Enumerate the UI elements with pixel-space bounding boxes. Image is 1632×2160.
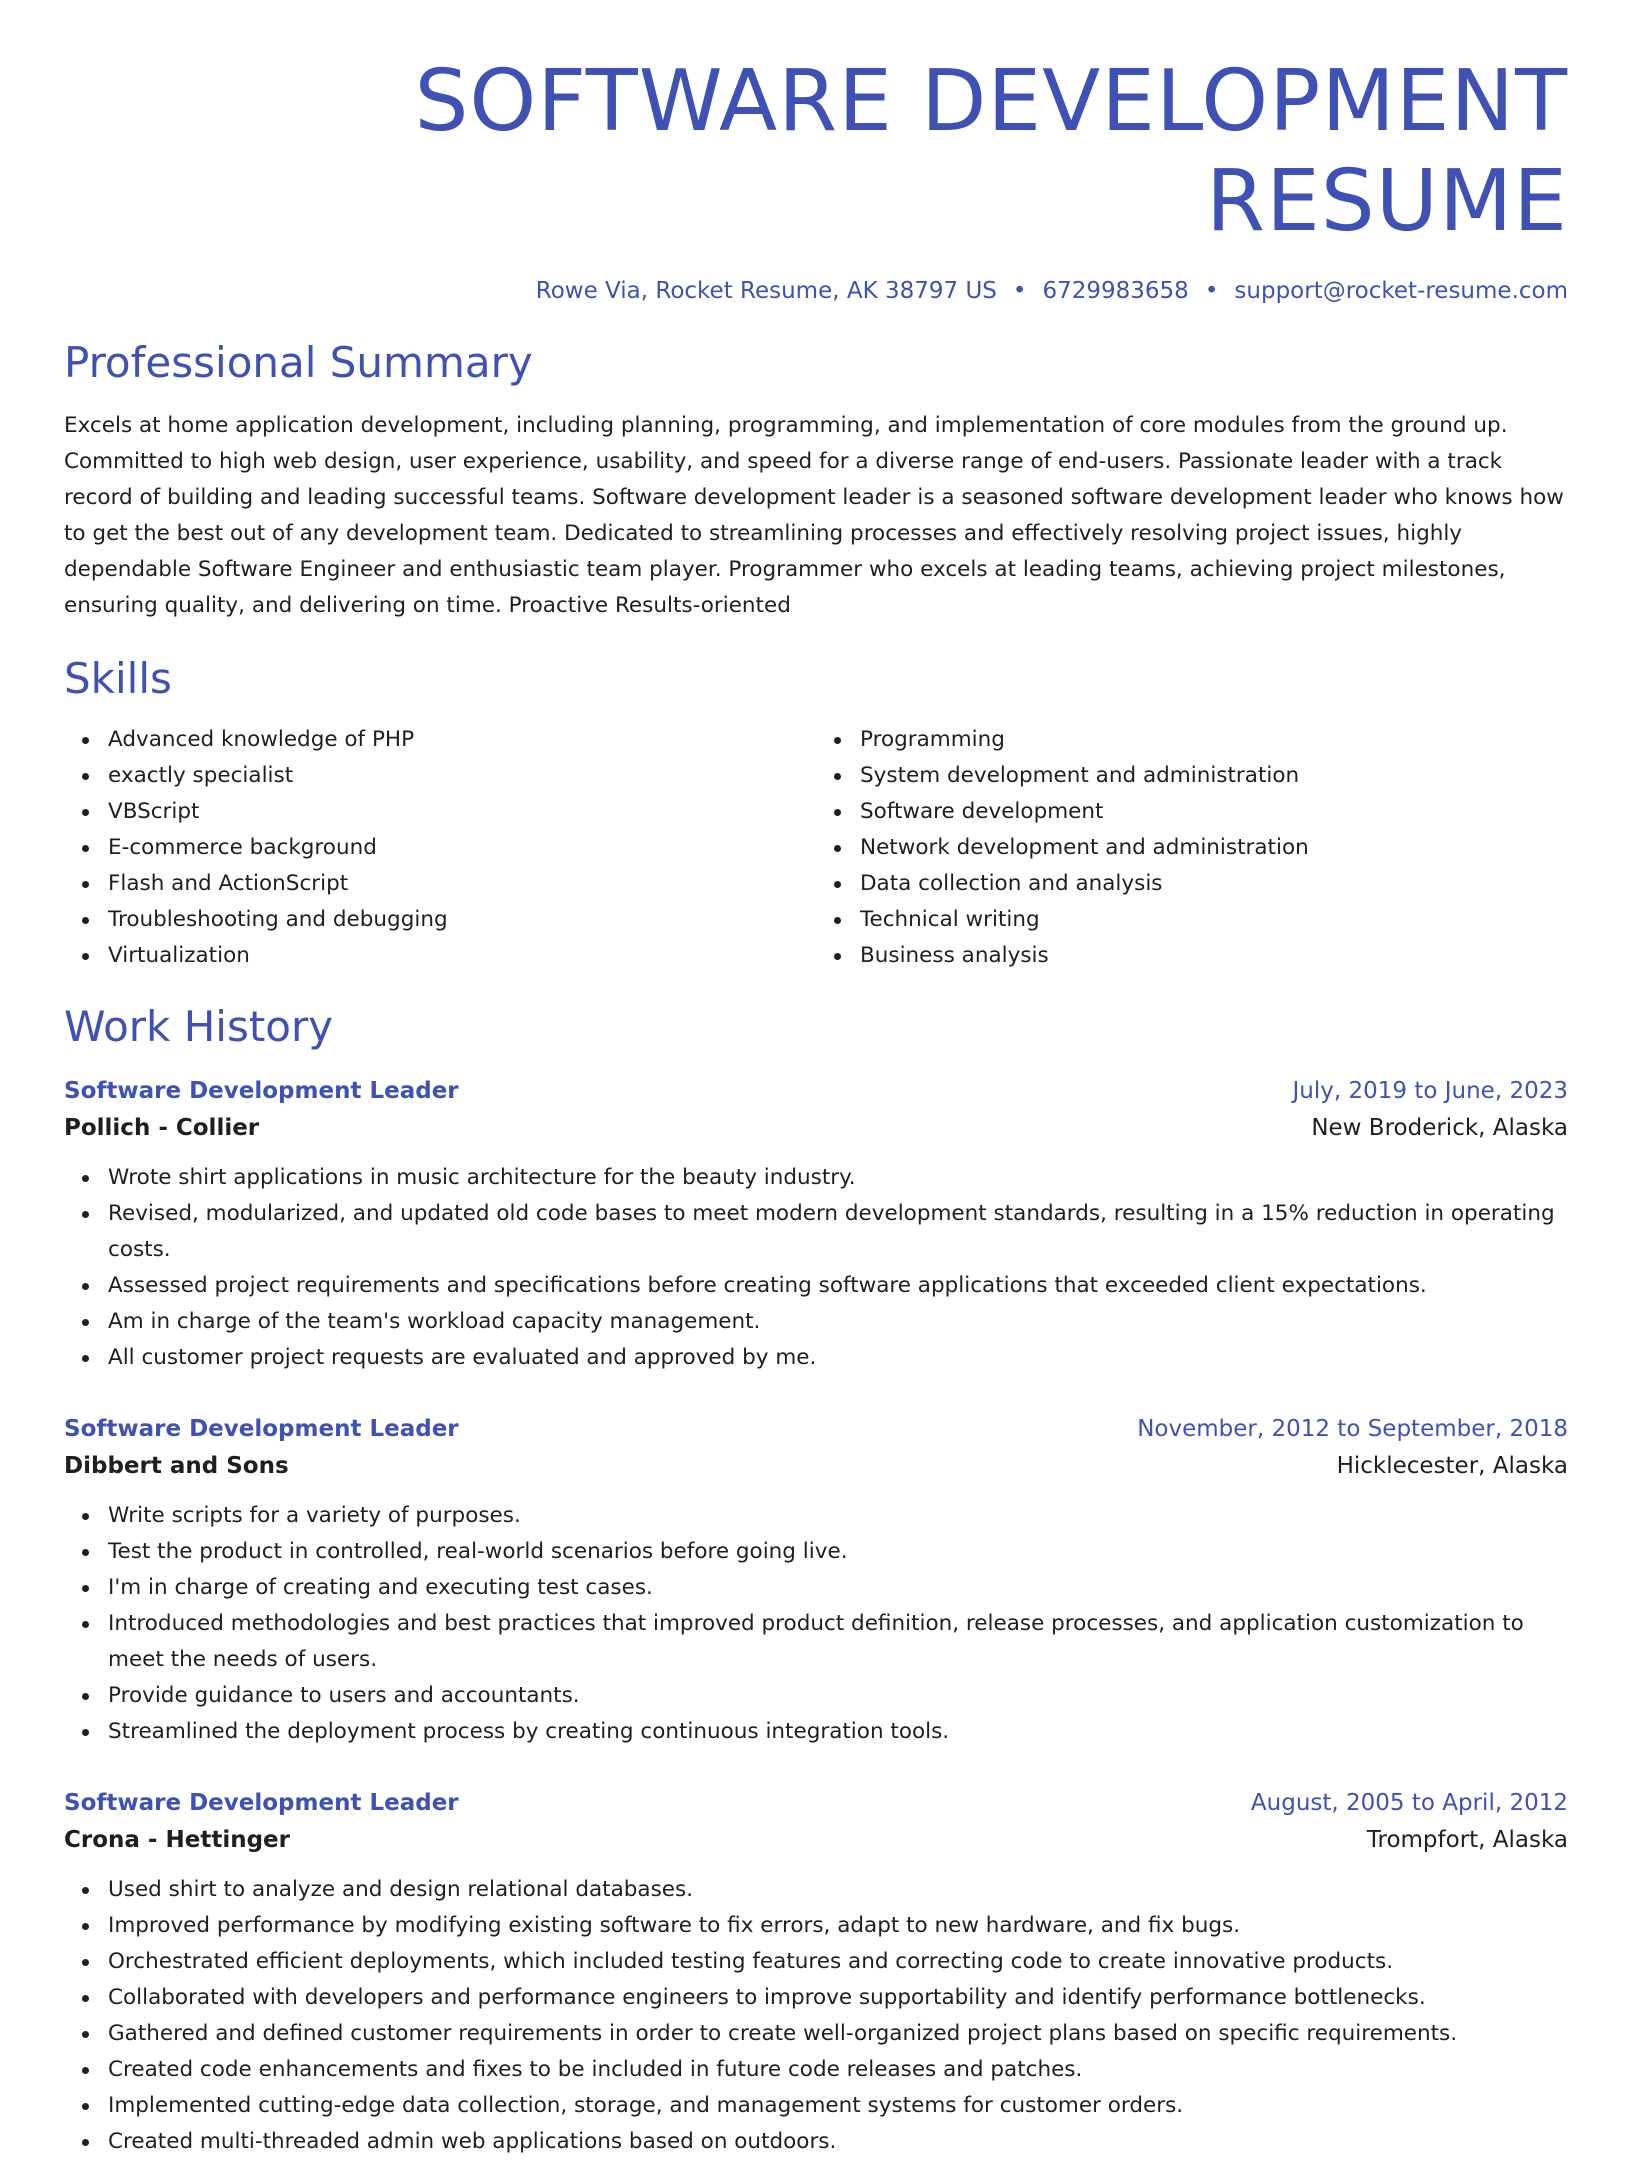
job-company-row xyxy=(64,1110,1568,1146)
job-location: Trompfort, Alaska xyxy=(1366,1827,1568,1853)
job-bullet: Provide guidance to users and accountants. xyxy=(108,1678,1568,1714)
job-bullet: Write scripts for a variety of purposes. xyxy=(108,1498,1568,1534)
job-bullet: Revised, modularized, and updated old code bases to meet modern development standards, resulting in a 15% reduction in operating costs. xyxy=(108,1196,1568,1268)
job-bullet: Used shirt to analyze and design relational databases. xyxy=(108,1872,1568,1908)
contact-separator: • xyxy=(1012,278,1027,304)
skill-item: Advanced knowledge of PHP xyxy=(108,722,816,758)
skill-item: Virtualization xyxy=(108,938,816,974)
job-entry xyxy=(64,1072,1568,1376)
job-bullet: Gathered and defined customer requirements in order to create well-organized project plans based on specific requirements. xyxy=(108,2016,1568,2052)
job-bullet-list xyxy=(64,1872,1568,2160)
summary-text: Excels at home application development, including planning, programming, and implementation of core modules from the ground up. Committed to high web design, user experience, usability, and speed for a diverse range of end-users. Passionate leader with a track record of building and leading successful teams. Software development leader is a seasoned software development leader who knows how to get the best out of any development team. Dedicated to streamlining processes and effectively resolving project issues, highly dependable Software Engineer and enthusiastic team player. Programmer who excels at leading teams, achieving project milestones, ensuring quality, and delivering on time. Proactive Results-oriented xyxy=(64,413,1564,618)
job-bullet: Assessed project requirements and specifications before creating software applications that exceeded client expectations. xyxy=(108,1268,1568,1304)
job-dates: November, 2012 to September, 2018 xyxy=(1137,1416,1568,1442)
job-title-row xyxy=(64,1784,1568,1822)
job-bullet-list xyxy=(64,1160,1568,1376)
skill-item: Data collection and analysis xyxy=(860,866,1568,902)
skills-heading: Skills xyxy=(64,654,172,703)
job-bullet: Wrote shirt applications in music architecture for the beauty industry. xyxy=(108,1160,1568,1196)
work-history-heading: Work History xyxy=(64,1002,334,1051)
skill-item: Flash and ActionScript xyxy=(108,866,816,902)
skill-item: exactly specialist xyxy=(108,758,816,794)
job-title: Software Development Leader xyxy=(64,1078,459,1104)
skill-item: Troubleshooting and debugging xyxy=(108,902,816,938)
contact-phone: 6729983658 xyxy=(1042,278,1189,304)
job-entry xyxy=(64,1784,1568,2160)
skill-item: Software development xyxy=(860,794,1568,830)
job-bullet: Implemented cutting-edge data collection, storage, and management systems for customer orders. xyxy=(108,2088,1568,2124)
work-history-section xyxy=(64,1000,1568,2160)
skill-item: E-commerce background xyxy=(108,830,816,866)
job-location: Hicklecester, Alaska xyxy=(1336,1453,1568,1479)
job-bullet: All customer project requests are evaluated and approved by me. xyxy=(108,1340,1568,1376)
contact-address: Rowe Via, Rocket Resume, AK 38797 US xyxy=(535,278,997,304)
resume-title: SOFTWARE DEVELOPMENT RESUME xyxy=(414,52,1568,251)
professional-summary-section xyxy=(64,336,1568,624)
skill-item: Network development and administration xyxy=(860,830,1568,866)
job-list xyxy=(64,1072,1568,2160)
job-company: Crona - Hettinger xyxy=(64,1827,290,1853)
job-title: Software Development Leader xyxy=(64,1790,459,1816)
job-company-row xyxy=(64,1448,1568,1484)
skill-item: Programming xyxy=(860,722,1568,758)
job-dates: August, 2005 to April, 2012 xyxy=(1250,1790,1568,1816)
resume-header xyxy=(64,52,1568,306)
job-bullet: Streamlined the deployment process by creating continuous integration tools. xyxy=(108,1714,1568,1750)
job-bullet-list xyxy=(64,1498,1568,1750)
job-bullet: I'm in charge of creating and executing test cases. xyxy=(108,1570,1568,1606)
job-dates: July, 2019 to June, 2023 xyxy=(1292,1078,1568,1104)
contact-email[interactable]: support@rocket-resume.com xyxy=(1234,278,1568,304)
job-title-row xyxy=(64,1072,1568,1110)
job-bullet: Created code enhancements and fixes to be included in future code releases and patches. xyxy=(108,2052,1568,2088)
skill-item: Business analysis xyxy=(860,938,1568,974)
contact-line xyxy=(64,276,1568,306)
job-entry xyxy=(64,1410,1568,1750)
job-title-row xyxy=(64,1410,1568,1448)
job-company: Pollich - Collier xyxy=(64,1115,260,1141)
skill-item: VBScript xyxy=(108,794,816,830)
job-bullet: Introduced methodologies and best practices that improved product definition, release processes, and application customization to meet the needs of users. xyxy=(108,1606,1568,1678)
job-bullet: Orchestrated efficient deployments, which included testing features and correcting code to create innovative products. xyxy=(108,1944,1568,1980)
job-bullet: Improved performance by modifying existing software to fix errors, adapt to new hardware, and fix bugs. xyxy=(108,1908,1568,1944)
summary-heading: Professional Summary xyxy=(64,338,533,387)
skills-grid xyxy=(64,722,1568,974)
job-company-row xyxy=(64,1822,1568,1858)
job-bullet: Test the product in controlled, real-world scenarios before going live. xyxy=(108,1534,1568,1570)
job-title: Software Development Leader xyxy=(64,1416,459,1442)
skill-item: Technical writing xyxy=(860,902,1568,938)
job-bullet: Collaborated with developers and performance engineers to improve supportability and identify performance bottlenecks. xyxy=(108,1980,1568,2016)
job-bullet: Created multi-threaded admin web applications based on outdoors. xyxy=(108,2124,1568,2160)
skills-column-right xyxy=(816,722,1568,974)
skills-column-left xyxy=(64,722,816,974)
job-location: New Broderick, Alaska xyxy=(1311,1115,1568,1141)
job-bullet: Am in charge of the team's workload capacity management. xyxy=(108,1304,1568,1340)
skill-item: System development and administration xyxy=(860,758,1568,794)
skills-section xyxy=(64,652,1568,974)
contact-separator: • xyxy=(1204,278,1219,304)
job-company: Dibbert and Sons xyxy=(64,1453,289,1479)
